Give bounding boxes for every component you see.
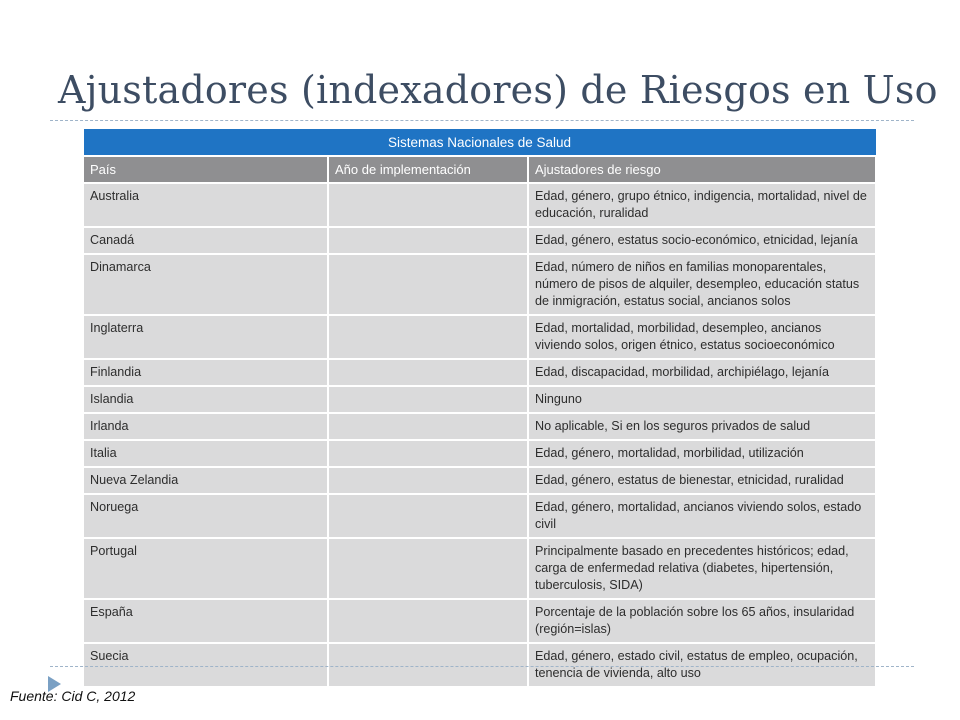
year-cell (328, 254, 528, 315)
year-cell (328, 467, 528, 494)
adjusters-cell: Principalmente basado en precedentes históricos; edad, carga de enfermedad relativa (diabetes, hipertensión, tuberculosis, SIDA) (528, 538, 876, 599)
year-cell (328, 227, 528, 254)
year-cell (328, 440, 528, 467)
year-cell (328, 538, 528, 599)
country-cell: Islandia (83, 386, 328, 413)
adjusters-cell: Edad, género, grupo étnico, indigencia, mortalidad, nivel de educación, ruralidad (528, 183, 876, 227)
adjusters-cell: Edad, discapacidad, morbilidad, archipiélago, lejanía (528, 359, 876, 386)
table-row (83, 359, 876, 386)
source-note: Fuente: Cid C, 2012 (10, 688, 136, 704)
table-row (83, 315, 876, 359)
table-row (83, 440, 876, 467)
year-cell (328, 494, 528, 538)
table-row (83, 643, 876, 687)
adjusters-cell: Edad, mortalidad, morbilidad, desempleo, ancianos viviendo solos, origen étnico, estatus socioeconómico (528, 315, 876, 359)
adjusters-cell: Edad, género, estatus socio-económico, etnicidad, lejanía (528, 227, 876, 254)
adjusters-cell: Edad, número de niños en familias monoparentales, número de pisos de alquiler, desempleo, educación status de inmigración, estatus social, ancianos solos (528, 254, 876, 315)
adjusters-cell: Edad, género, estado civil, estatus de empleo, ocupación, tenencia de vivienda, alto uso (528, 643, 876, 687)
table-header-row (83, 156, 876, 183)
country-cell: Canadá (83, 227, 328, 254)
year-cell (328, 599, 528, 643)
title-divider (50, 120, 914, 121)
year-cell (328, 359, 528, 386)
table-row (83, 467, 876, 494)
country-cell: Suecia (83, 643, 328, 687)
slide-title: Ajustadores (indexadores) de Riesgos en Uso (58, 68, 938, 112)
table-row (83, 183, 876, 227)
table-body (83, 183, 876, 687)
table-row (83, 599, 876, 643)
table-banner: Sistemas Nacionales de Salud (83, 129, 876, 157)
table-row (83, 386, 876, 413)
year-cell (328, 643, 528, 687)
adjusters-cell: Edad, género, mortalidad, morbilidad, utilización (528, 440, 876, 467)
health-systems-table (82, 128, 877, 688)
country-cell: Italia (83, 440, 328, 467)
column-header-country: País (83, 156, 328, 183)
footer-divider (50, 666, 914, 667)
adjusters-cell: Porcentaje de la población sobre los 65 años, insularidad (región=islas) (528, 599, 876, 643)
country-cell: España (83, 599, 328, 643)
country-cell: Finlandia (83, 359, 328, 386)
country-cell: Noruega (83, 494, 328, 538)
table-row (83, 254, 876, 315)
year-cell (328, 315, 528, 359)
column-header-adjusters: Ajustadores de riesgo (528, 156, 876, 183)
table-row (83, 227, 876, 254)
country-cell: Inglaterra (83, 315, 328, 359)
adjusters-cell: No aplicable, Si en los seguros privados de salud (528, 413, 876, 440)
adjusters-cell: Ninguno (528, 386, 876, 413)
table-row (83, 413, 876, 440)
table-row (83, 494, 876, 538)
country-cell: Australia (83, 183, 328, 227)
country-cell: Irlanda (83, 413, 328, 440)
column-header-year: Año de implementación (328, 156, 528, 183)
country-cell: Dinamarca (83, 254, 328, 315)
country-cell: Nueva Zelandia (83, 467, 328, 494)
year-cell (328, 183, 528, 227)
country-cell: Portugal (83, 538, 328, 599)
table-row (83, 538, 876, 599)
adjusters-cell: Edad, género, mortalidad, ancianos viviendo solos, estado civil (528, 494, 876, 538)
year-cell (328, 413, 528, 440)
year-cell (328, 386, 528, 413)
adjusters-cell: Edad, género, estatus de bienestar, etnicidad, ruralidad (528, 467, 876, 494)
